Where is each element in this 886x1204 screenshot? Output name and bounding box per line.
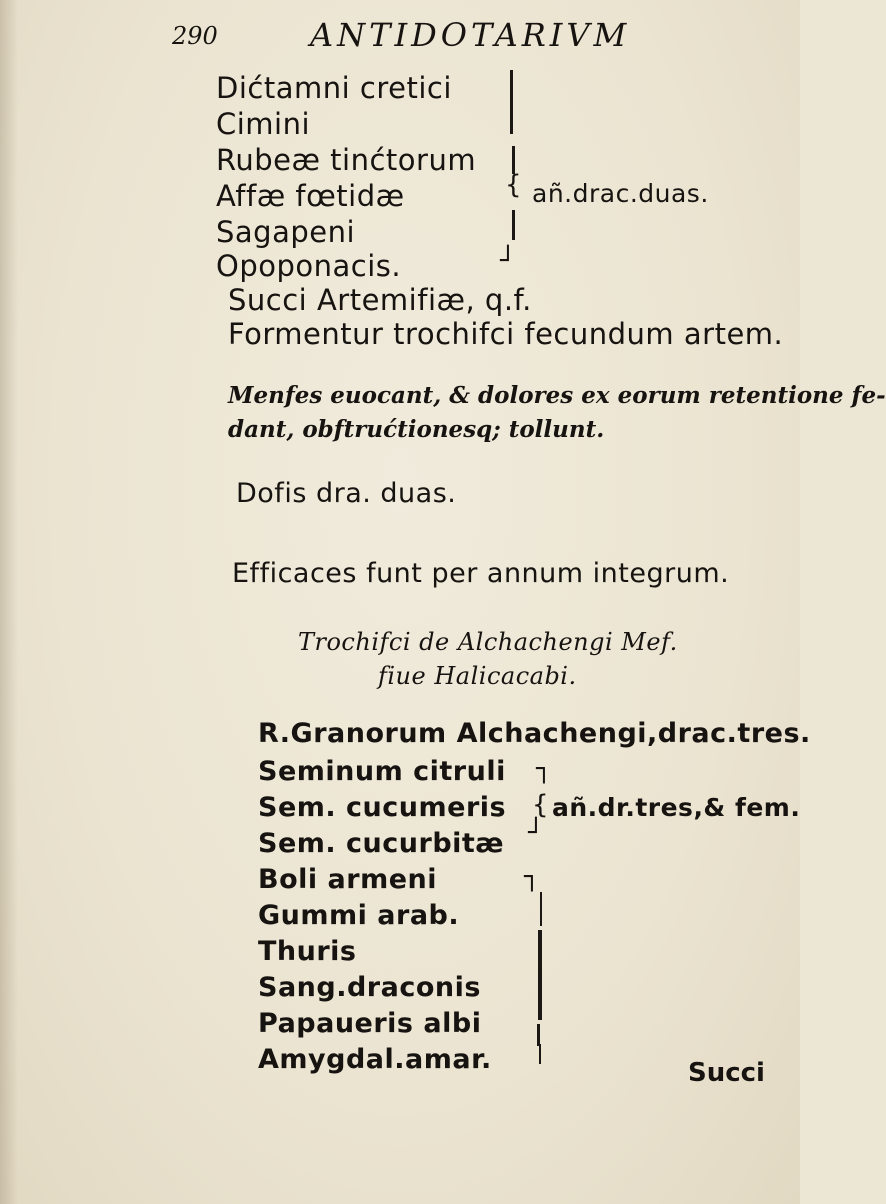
- efficacy-line: Efficaces funt per annum integrum.: [232, 558, 730, 589]
- text-line: Succi Artemifiæ, q.f.: [228, 283, 532, 317]
- ingredient-line: Papaueris albi: [258, 1008, 482, 1039]
- brace-others-top: ┐: [524, 862, 540, 892]
- italic-text-line: dant, obftrućtionesq; tollunt.: [228, 416, 605, 443]
- section-subtitle: fiue Halicacabi.: [378, 662, 577, 690]
- brace-recipe1-end: ┘: [500, 246, 516, 276]
- ingredient-line: Amygdal.amar.: [258, 1044, 492, 1075]
- ingredient-line: Sem. cucurbitæ: [258, 828, 505, 859]
- quantity-label: añ.drac.duas.: [532, 179, 709, 208]
- ingredient-line: Dićtamni cretici: [216, 71, 452, 105]
- dose-line: Dofis dra. duas.: [236, 478, 457, 509]
- brace-seeds-point: {: [532, 790, 549, 820]
- brace-seeds-end: ┘: [528, 818, 544, 848]
- ingredient-line: Sang.draconis: [258, 972, 481, 1003]
- brace-others-line1: [540, 892, 542, 926]
- ingredient-line: Gummi arab.: [258, 900, 460, 931]
- brace-recipe1-point: {: [505, 170, 522, 200]
- ingredient-line: Thuris: [258, 936, 357, 967]
- running-title: ANTIDOTARIVM: [310, 16, 631, 54]
- quantity-label: añ.dr.tres,& fem.: [552, 793, 801, 822]
- page-number: 290: [172, 22, 218, 50]
- brace-others-line4: [539, 1044, 541, 1064]
- italic-text-line: Menfes euocant, & dolores ex eorum retentione fe-: [228, 382, 886, 409]
- brace-others-line3: [537, 1024, 540, 1046]
- section-title: Trochifci de Alchachengi Mef.: [298, 628, 678, 656]
- brace-recipe1-lower: [512, 210, 515, 240]
- ingredient-line: Rubeæ tinćtorum: [216, 143, 477, 177]
- text-line: R.Granorum Alchachengi,drac.tres.: [258, 718, 811, 749]
- ingredient-line: Sagapeni: [216, 215, 356, 249]
- gutter-shadow: [0, 0, 18, 1204]
- brace-others-line2: [538, 930, 542, 1020]
- brace-seeds-top: ┐: [536, 754, 552, 784]
- ingredient-line: Sem. cucumeris: [258, 792, 507, 823]
- ingredient-line: Seminum citruli: [258, 756, 506, 787]
- text-line: Formentur trochifci fecundum artem.: [228, 317, 784, 351]
- catchword: Succi: [688, 1058, 765, 1088]
- ingredient-line: Affæ fœtidæ: [216, 179, 405, 213]
- brace-recipe1-upper: [510, 70, 513, 134]
- ingredient-line: Boli armeni: [258, 864, 437, 895]
- ingredient-line: Cimini: [216, 107, 311, 141]
- ingredient-line: Opoponacis.: [216, 249, 402, 283]
